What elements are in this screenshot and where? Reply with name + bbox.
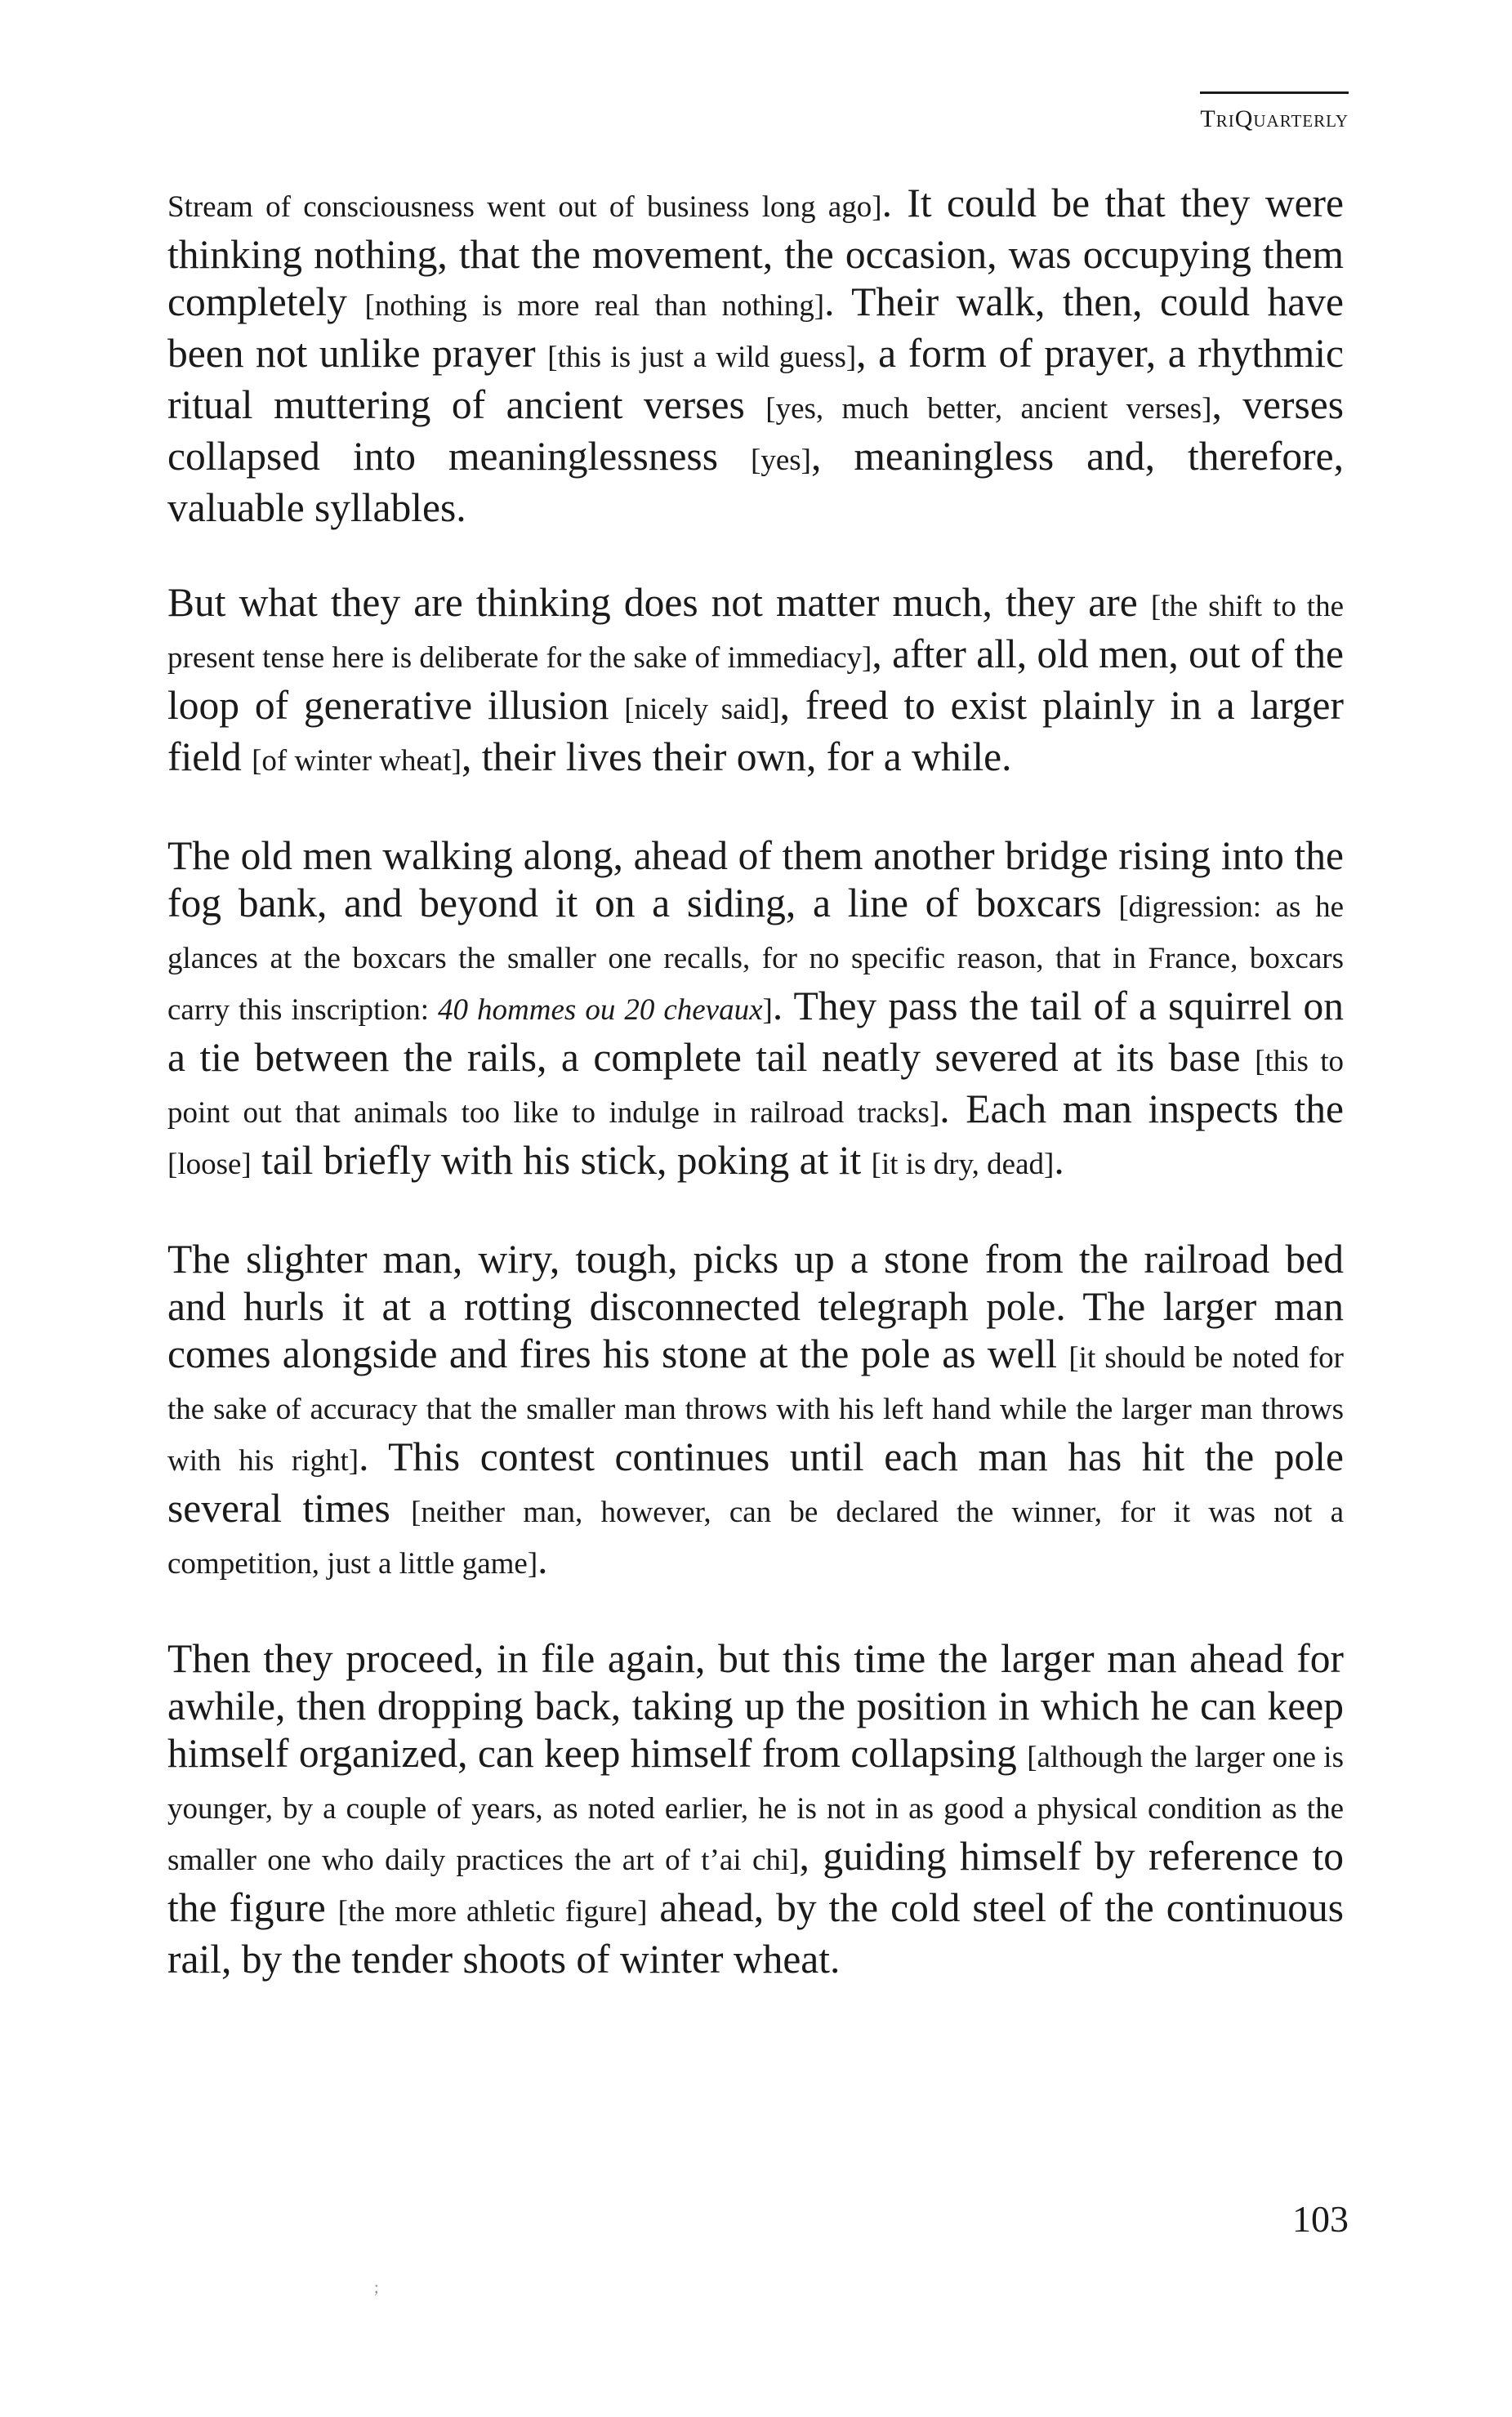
bracketed-aside: [this is just a wild guess] xyxy=(547,341,857,374)
running-head: TriQuarterly xyxy=(1200,91,1349,133)
text-segment: . xyxy=(537,1537,548,1582)
text-segment: The old men walking along, ahead of them another bridge rising into the fog bank, and beyond it on a siding, a line of boxcars xyxy=(167,833,1344,925)
paragraph xyxy=(167,180,1344,532)
text-segment: , guiding himself by reference to the figure xyxy=(167,1834,1344,1930)
bracketed-aside: Stream of consciousness went out of business long ago] xyxy=(167,190,882,224)
paragraph xyxy=(167,1635,1344,1983)
text-segment: Then they proceed, in file again, but this time the larger man ahead for awhile, then dropping back, taking up the position in which he can keep himself organized, can keep himself from collapsing xyxy=(167,1636,1344,1776)
page-number: 103 xyxy=(1292,2198,1349,2240)
bracketed-aside: [yes, much better, ancient verses] xyxy=(765,392,1212,426)
body-text xyxy=(167,180,1344,2031)
text-segment: , verses collapsed into meaninglessness xyxy=(167,382,1345,479)
text-segment: , freed to exist plainly in a larger field xyxy=(167,683,1344,779)
bracketed-aside: [of winter wheat] xyxy=(252,744,462,778)
bracketed-aside: ] xyxy=(762,993,773,1027)
paragraph xyxy=(167,1236,1344,1588)
bracketed-aside: [digression: as he glances at the boxcars the smaller one recalls, for no specific reason, that in France, boxcars carry this inscription: xyxy=(167,890,1344,1027)
bracketed-aside: [this to point out that animals too like to indulge in railroad tracks] xyxy=(167,1045,1344,1130)
text-segment: , a form of prayer, a rhythmic ritual muttering of ancient verses xyxy=(167,331,1344,427)
text-segment: . Each man inspects the xyxy=(939,1086,1344,1131)
text-segment: The slighter man, wiry, tough, picks up a stone from the railroad bed and hurls it at a rotting disconnected telegraph pole. The larger man comes alongside and fires his stone at the pole as well xyxy=(167,1237,1344,1376)
bracketed-aside: [nothing is more real than nothing] xyxy=(364,289,825,323)
text-segment: , meaningless and, therefore, valuable syllables. xyxy=(167,434,1344,530)
bracketed-aside: [neither man, however, can be declared the winner, for it was not a competition, just a little game] xyxy=(167,1496,1344,1581)
paragraph xyxy=(167,832,1344,1188)
text-segment: But what they are thinking does not matter much, they are xyxy=(167,580,1151,625)
bracketed-aside: [it should be noted for the sake of accuracy that the smaller man throws with his left hand while the larger man throws with his right] xyxy=(167,1341,1344,1478)
text-segment: . Their walk, then, could have been not unlike prayer xyxy=(167,279,1344,376)
text-segment: , after all, old men, out of the loop of generative illusion xyxy=(167,631,1344,728)
text-segment: ahead, by the cold steel of the continuous rail, by the tender shoots of winter wheat. xyxy=(167,1885,1345,1982)
bracketed-aside: [although the larger one is younger, by a couple of years, as noted earlier, he is not in as good a physical condition as the smaller one who daily practices the art of t’ai chi] xyxy=(167,1741,1344,1877)
text-segment: . They pass the tail of a squirrel on a tie between the rails, a complete tail neatly severed at its base xyxy=(167,983,1344,1080)
text-segment: . It could be that they were thinking nothing, that the movement, the occasion, was occupying them completely xyxy=(167,181,1344,324)
bracketed-aside: [it is dry, dead] xyxy=(871,1148,1055,1181)
bracketed-aside: [the more athletic figure] xyxy=(337,1895,648,1929)
bracketed-aside: [the shift to the present tense here is deliberate for the sake of immediacy] xyxy=(167,590,1344,675)
paragraph xyxy=(167,579,1344,785)
bracketed-aside: [nicely said] xyxy=(624,693,780,726)
stray-mark: ; xyxy=(374,2279,379,2297)
bracketed-aside: 40 hommes ou 20 chevaux xyxy=(438,993,763,1027)
text-segment: . xyxy=(1054,1138,1064,1183)
text-segment: tail briefly with his stick, poking at it xyxy=(251,1138,872,1183)
text-segment: . This contest continues until each man has hit the pole several times xyxy=(167,1434,1344,1531)
bracketed-aside: [yes] xyxy=(751,444,811,477)
bracketed-aside: [loose] xyxy=(167,1148,252,1181)
text-segment: , their lives their own, for a while. xyxy=(461,734,1012,779)
